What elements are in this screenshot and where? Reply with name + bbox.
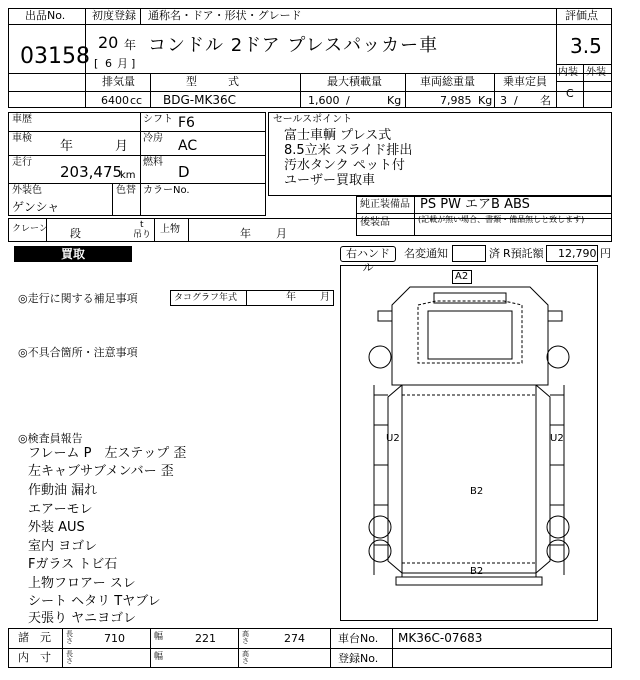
max-load-unit: Kg [387, 94, 402, 107]
tacho-month-unit: 月 [320, 292, 330, 303]
max-load-slash: / [346, 94, 350, 107]
inspector-line-4: エアーモレ [28, 502, 93, 517]
max-load-label: 最大積載量 [327, 75, 382, 88]
upper-month-unit: 月 [276, 227, 287, 240]
sales-point-line-1: 富士車輌 プレス式 [284, 128, 392, 143]
shift-label: シフト [143, 114, 173, 125]
chassis-label: 車台No. [338, 632, 379, 645]
rating-label: 評価点 [565, 9, 598, 22]
defects-title: ◎不具合箇所・注意事項 [18, 346, 138, 359]
lot-number: 03158 [20, 44, 90, 69]
crane-steps-unit: 段 [70, 227, 81, 240]
interior-grade: C [566, 87, 574, 100]
rear-damage-mark: B2 [470, 566, 484, 577]
inspector-line-5: 外装 AUS [28, 520, 85, 535]
aftermarket-label: 後装品 [360, 217, 390, 228]
dims-label: 諸 元 [18, 631, 51, 644]
sales-points-label: セールスポイント [273, 114, 353, 125]
inspector-line-3: 作動油 漏れ [28, 483, 98, 498]
factory-equipment-value: PS PW エアB ABS [420, 197, 530, 212]
recycle-unit: 円 [600, 247, 611, 260]
displacement-value: 6400 [101, 94, 129, 107]
mileage-unit: km [120, 170, 136, 181]
interior-label: 内装 [558, 67, 578, 78]
tacho-label: タコグラフ年式 [174, 293, 238, 303]
tacho-year-unit: 年 [286, 292, 296, 303]
width-label: 幅 [154, 632, 164, 642]
lot-label: 出品No. [25, 9, 66, 22]
reg-year: 20 [98, 33, 119, 52]
capacity-unit: 名 [540, 94, 551, 107]
fuel-label: 燃料 [143, 157, 163, 168]
width-value: 221 [195, 632, 216, 645]
model-code-label: 型 式 [186, 75, 242, 88]
inspection-month-unit: 月 [115, 139, 129, 154]
crane-label: クレーン [12, 224, 48, 234]
gross-weight-value: 7,985 [440, 94, 472, 107]
factory-equipment-label: 純正装備品 [360, 199, 410, 210]
capacity-value: 3 [500, 94, 507, 107]
inner-height-label: 高さ [242, 650, 249, 665]
sheet-frame [8, 8, 612, 108]
rating-value: 3.5 [570, 34, 602, 58]
sales-point-line-3: 汚水タンク ペット付 [284, 158, 405, 173]
aftermarket-note: (記載が無い場合、書類・備品無しと致します) [418, 215, 585, 224]
fuel-value: D [178, 163, 190, 181]
recycle-deposit-value: 12,790 [558, 247, 597, 260]
color-code-label: カラーNo. [143, 185, 190, 196]
name-change-label: 名変通知 [404, 247, 448, 260]
ac-value: AC [178, 138, 198, 154]
inspector-line-10: 天張り ヤニヨゴレ [28, 611, 137, 626]
inspector-title: ◎検査員報告 [18, 432, 83, 445]
inspector-line-6: 室内 ヨゴレ [28, 539, 98, 554]
sales-point-line-2: 8.5立米 スライド排出 [284, 143, 413, 158]
exterior-label: 外装 [586, 67, 606, 78]
upper-label: 上物 [160, 224, 180, 235]
reg-month-close: ] [131, 57, 136, 70]
driving-remarks-title: ◎走行に関する補足事項 [18, 292, 138, 305]
inspector-line-2: 左キャブサブメンバー 歪 [28, 464, 174, 479]
displacement-unit: cc [130, 94, 143, 107]
ac-label: 冷房 [143, 133, 163, 144]
inspector-line-7: Fガラス トビ石 [28, 557, 118, 572]
inspector-line-8: 上物フロアー スレ [28, 576, 136, 591]
shift-value: F6 [178, 115, 195, 131]
color-no-label: 色替 [116, 185, 136, 196]
ext-color-value: ゲンシャ [12, 200, 60, 214]
left-damage-mark: U2 [386, 433, 400, 444]
recycle-deposit-label: R預託額 [503, 247, 544, 260]
right-damage-mark: U2 [550, 433, 564, 444]
gross-weight-label: 車両総重量 [420, 75, 475, 88]
reg-month-open: [ [94, 57, 99, 70]
gross-weight-unit: Kg [478, 94, 493, 107]
displacement-label: 排気量 [102, 75, 135, 88]
name-change-box [452, 245, 486, 262]
sales-point-line-4: ユーザー買取車 [284, 173, 376, 188]
height-label: 高さ [242, 630, 249, 645]
inner-width-label: 幅 [154, 652, 164, 662]
ext-color-label: 外装色 [12, 185, 42, 196]
inner-length-label: 長さ [66, 650, 73, 665]
crane-ton-unit: t [140, 220, 144, 230]
model-code-value: BDG-MK36C [163, 93, 236, 107]
capacity-slash: / [514, 94, 518, 107]
mileage-label: 走行 [12, 157, 32, 168]
reg-month-unit: 月 [117, 57, 128, 70]
chassis-value: MK36C-07683 [398, 631, 483, 645]
length-label: 長さ [66, 630, 73, 645]
reg-year-unit: 年 [124, 38, 137, 52]
length-value: 710 [104, 632, 125, 645]
mileage-value: 203,475 [60, 163, 123, 181]
history-label: 車歴 [12, 114, 32, 125]
first-reg-label: 初度登録 [92, 9, 136, 22]
center-damage-mark: B2 [470, 486, 484, 497]
inspection-label: 車検 [12, 133, 32, 144]
upper-year-unit: 年 [240, 227, 251, 240]
vehicle-name: コンドル 2ドア プレスパッカー車 [148, 35, 439, 56]
inspector-line-1: フレーム P 左ステップ 歪 [28, 446, 187, 461]
reg-month: 6 [105, 57, 112, 70]
max-load-value: 1,600 [308, 94, 340, 107]
recycle-label: 済 [489, 247, 500, 260]
steering-badge: 右ハンドル [340, 246, 396, 262]
purchase-badge: 買取 [14, 246, 132, 262]
model-desc-label: 通称名・ドア・形状・グレード [148, 9, 302, 22]
inspection-year-unit: 年 [60, 139, 74, 154]
height-value: 274 [284, 632, 305, 645]
inspector-line-9: シート ヘタリ Tヤブレ [28, 594, 161, 609]
capacity-label: 乗車定員 [503, 75, 547, 88]
front-damage-mark: A2 [455, 271, 469, 282]
inner-label: 内 寸 [18, 651, 51, 664]
crane-lift-unit: 吊り [133, 230, 152, 240]
reg-label: 登録No. [338, 652, 379, 665]
